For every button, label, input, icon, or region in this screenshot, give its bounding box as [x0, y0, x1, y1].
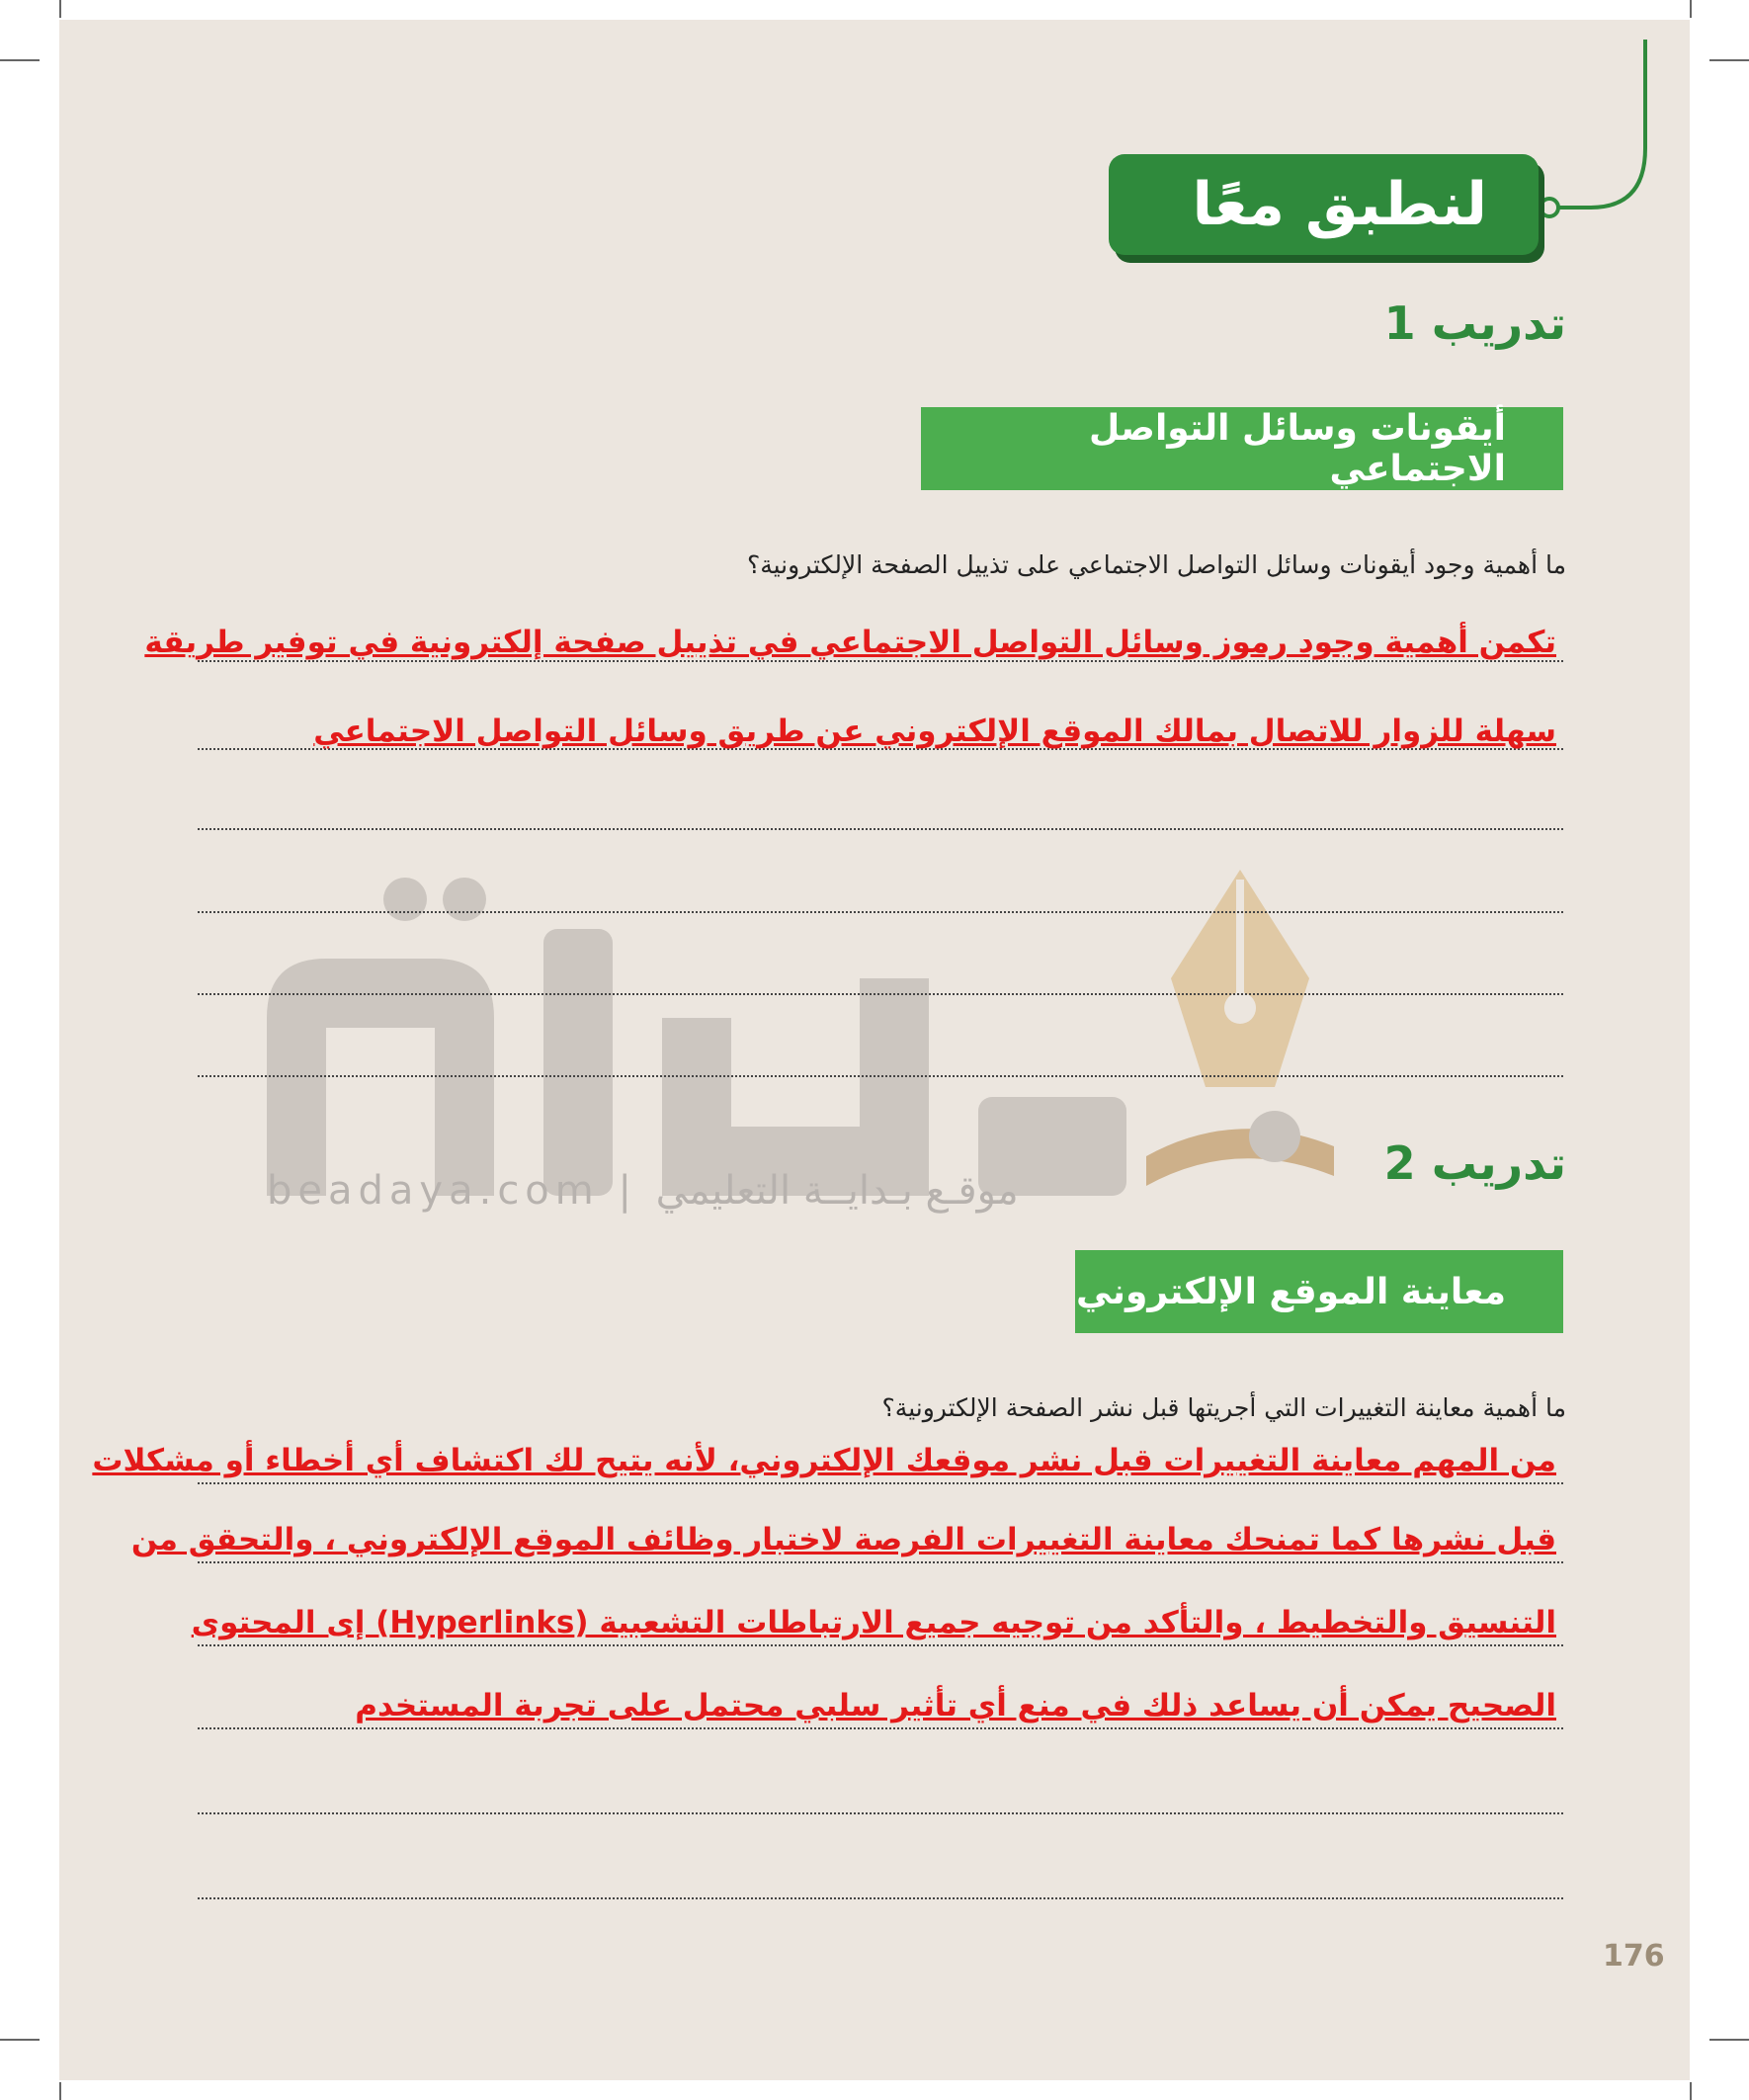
answer-line	[198, 1561, 1563, 1563]
banner-title: لنطبق معًا	[1192, 170, 1487, 239]
answer-line	[198, 660, 1563, 662]
crop-mark	[1709, 2039, 1749, 2041]
exercise-1-section-label: أيقونات وسائل التواصل الاجتماعي	[1089, 408, 1506, 489]
connector-line-icon	[1522, 40, 1660, 237]
exercise-1-section-bar	[921, 407, 1563, 490]
crop-mark	[59, 2082, 61, 2100]
exercise-2-question: ما أهمية معاينة التغييرات التي أجريتها قبل نشر الصفحة الإلكترونية؟	[881, 1393, 1566, 1422]
exercise-2-section-bar	[1075, 1250, 1563, 1333]
exercise-2-answer-line-3: التنسيق والتخطيط ، والتأكد من توجيه جميع الارتباطات التشعبية (Hyperlinks) إى المحتوى	[191, 1605, 1556, 1640]
crop-mark	[1690, 0, 1692, 18]
exercise-1-answer-line-2: سهلة للزوار للاتصال بمالك الموقع الإلكتروني عن طريق وسائل التواصل الاجتماعي	[313, 714, 1556, 749]
pen-nib-icon	[1136, 860, 1344, 1216]
crop-mark	[1690, 2082, 1692, 2100]
exercise-2-answer-line-2: قبل نشرها كما تمنحك معاينة التغييرات الفرصة لاختبار وظائف الموقع الإلكتروني ، والتحقق من	[130, 1522, 1556, 1557]
answer-line	[198, 1644, 1563, 1646]
exercise-1-title: تدريب 1	[1383, 296, 1566, 350]
exercise-1-question: ما أهمية وجود أيقونات وسائل التواصل الاجتماعي على تذييل الصفحة الإلكترونية؟	[746, 550, 1566, 579]
crop-mark	[59, 0, 61, 18]
exercise-2-answer-line-4: الصحيح يمكن أن يساعد ذلك في منع أي تأثير سلبي محتمل على تجربة المستخدم	[355, 1688, 1556, 1723]
crop-mark	[0, 59, 40, 61]
answer-line	[198, 1727, 1563, 1729]
crop-mark	[0, 2039, 40, 2041]
exercise-2-title: تدريب 2	[1383, 1136, 1566, 1190]
answer-line	[198, 911, 1563, 913]
answer-line	[198, 1482, 1563, 1484]
answer-line	[198, 1897, 1563, 1899]
answer-line	[198, 1075, 1563, 1077]
answer-line	[198, 828, 1563, 830]
crop-mark	[1709, 59, 1749, 61]
title-banner	[1109, 154, 1539, 255]
page-number: 176	[1603, 1939, 1665, 1974]
answer-line	[198, 993, 1563, 995]
exercise-2-answer-line-1: من المهم معاينة التغييرات قبل نشر موقعك الإلكتروني، لأنه يتيح لك اكتشاف أي أخطاء أو مشكلات	[92, 1443, 1556, 1478]
watermark-site-text: beadaya.com | موقـع بـدايــة التعليمي	[267, 1168, 1019, 1214]
answer-line	[198, 1812, 1563, 1814]
exercise-2-section-label: معاينة الموقع الإلكتروني	[1076, 1271, 1506, 1312]
exercise-1-answer-line-1: تكمن أهمية وجود رموز وسائل التواصل الاجتماعي في تذييل صفحة إلكترونية في توفير طريقة	[144, 625, 1556, 660]
